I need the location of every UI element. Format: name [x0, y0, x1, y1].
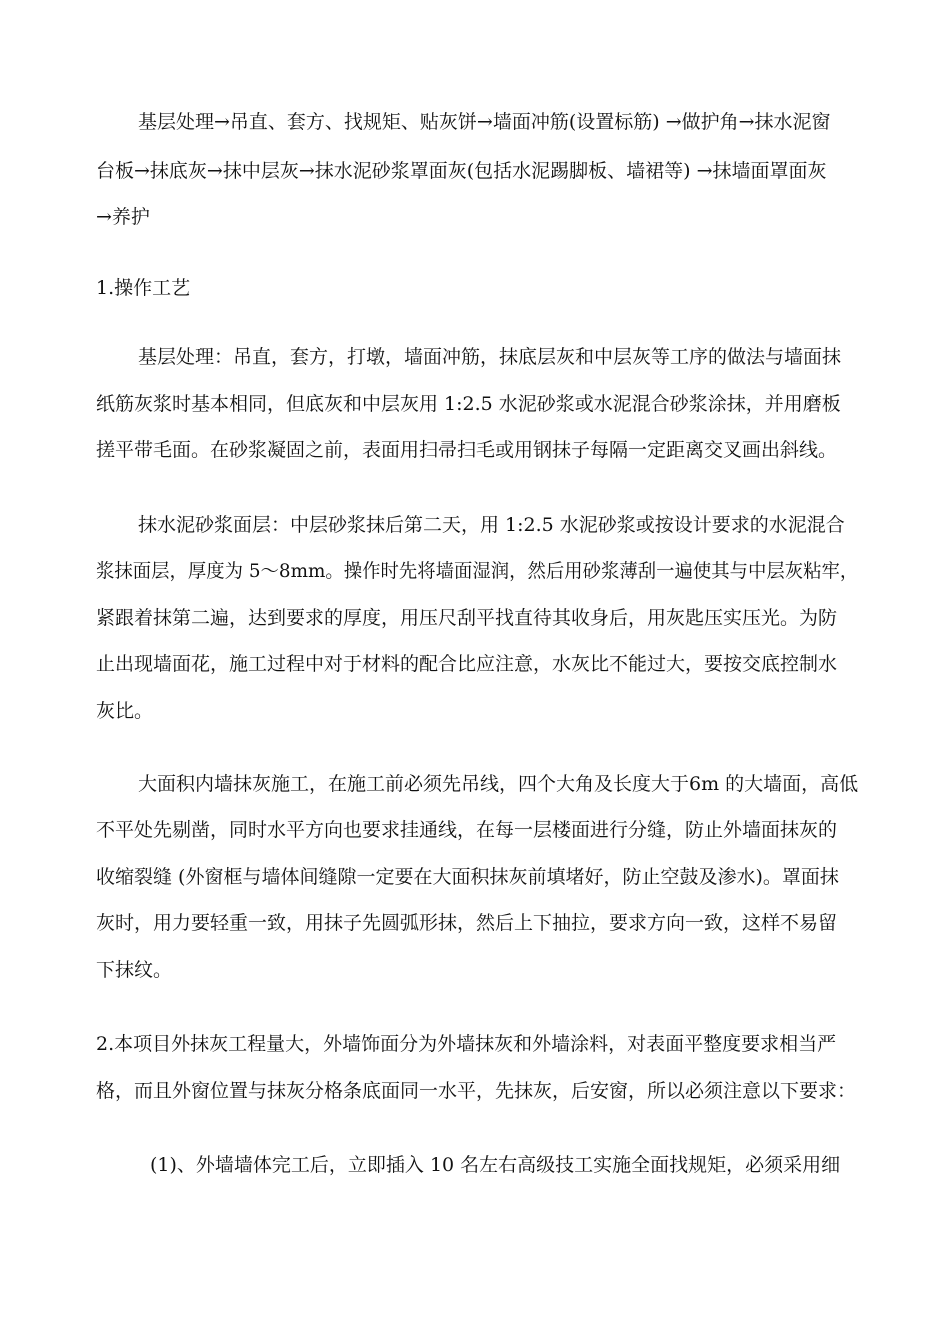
text-line: 灰比。	[96, 700, 154, 722]
text-line: 基层处理→吊直、套方、找规矩、贴灰饼→墙面冲筋(设置标筋) →做护角→抹水泥窗	[138, 111, 831, 133]
text-line: 纸筋灰浆时基本相同，但底灰和中层灰用 1:2.5 水泥砂浆或水泥混合砂浆涂抹，并用磨板	[96, 393, 841, 415]
text-line: 格，而且外窗位置与抹灰分格条底面同一水平，先抹灰，后安窗，所以必须注意以下要求：	[96, 1080, 857, 1102]
list-item: (1)、外墙墙体完工后，立即插入 10 名左右高级技工实施全面找规矩，必须采用细	[150, 1154, 841, 1176]
text-line: →养护	[96, 206, 150, 228]
text-line: 下抹纹。	[96, 959, 173, 981]
section-heading: 2.本项目外抹灰工程量大，外墙饰面分为外墙抹灰和外墙涂料，对表面平整度要求相当严	[96, 1033, 837, 1055]
text-line: 紧跟着抹第二遍，达到要求的厚度，用压尺刮平找直待其收身后，用灰匙压实压光。为防	[96, 607, 838, 629]
text-line: 止出现墙面花，施工过程中对于材料的配合比应注意，水灰比不能过大，要按交底控制水	[96, 653, 838, 675]
text-line: 不平处先剔凿，同时水平方向也要求挂通线，在每一层楼面进行分缝，防止外墙面抹灰的	[96, 819, 838, 841]
text-line: 大面积内墙抹灰施工，在施工前必须先吊线，四个大角及长度大于6m 的大墙面，高低	[138, 773, 859, 795]
text-line: 台板→抹底灰→抹中层灰→抹水泥砂浆罩面灰(包括水泥踢脚板、墙裙等) →抹墙面罩面灰	[96, 160, 827, 182]
text-line: 搓平带毛面。在砂浆凝固之前，表面用扫帚扫毛或用钢抹子每隔一定距离交叉画出斜线。	[96, 439, 838, 461]
text-line: 浆抹面层，厚度为 5～8mm。操作时先将墙面湿润，然后用砂浆薄刮一遍使其与中层灰粘牢，	[96, 560, 859, 582]
text-line: 收缩裂缝 (外窗框与墙体间缝隙一定要在大面积抹灰前填堵好，防止空鼓及渗水)。罩面抹	[96, 866, 839, 888]
section-heading: 1.操作工艺	[96, 277, 191, 299]
text-line: 基层处理：吊直，套方，打墩，墙面冲筋，抹底层灰和中层灰等工序的做法与墙面抹	[138, 346, 842, 368]
text-line: 灰时，用力要轻重一致，用抹子先圆弧形抹，然后上下抽拉，要求方向一致，这样不易留	[96, 912, 838, 934]
text-line: 抹水泥砂浆面层：中层砂浆抹后第二天，用 1:2.5 水泥砂浆或按设计要求的水泥混合	[138, 514, 845, 536]
